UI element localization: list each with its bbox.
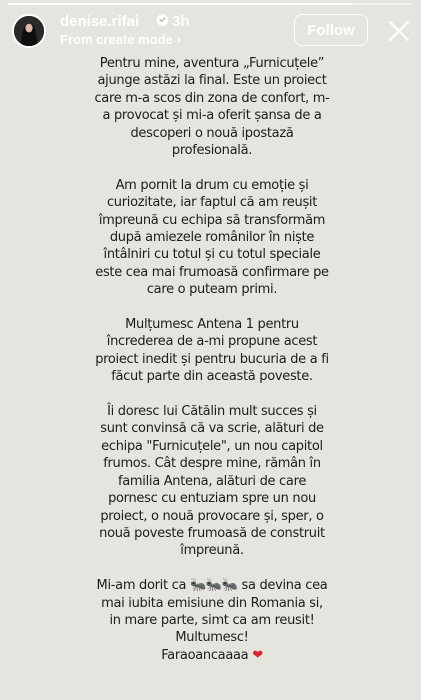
verified-badge-icon (156, 13, 169, 31)
signature-text: Faraoancaaaa (161, 647, 249, 663)
story-progress-bar (8, 3, 413, 5)
create-mode-link[interactable] (60, 32, 181, 47)
story-header (0, 8, 421, 54)
paragraph-3: Mulțumesc Antena 1 pentru încrederea de a-mi propune acest proiect inedit și pentru bucuria de a fi făcut parte din această poveste. (95, 317, 329, 385)
thanks-text: Multumesc! (175, 630, 249, 646)
paragraph-5-start: Mi-am dorit ca (96, 578, 190, 594)
heart-icon: ❤ (252, 647, 263, 663)
paragraph-5 (94, 577, 330, 664)
follow-button[interactable]: Follow (294, 14, 368, 46)
story-progress-fill (8, 3, 352, 5)
paragraph-2: Am pornit la drum cu emoție și curiozitate, iar faptul că am reușit împreună cu echipa să transformăm după amiezele românilor în niște întâlniri cu totul și cu totul speciale este cea mai frumoasă confirmare pe care o puteam primi. (95, 177, 329, 298)
username[interactable]: denise.rifai (60, 13, 140, 30)
paragraph-1: Pentru mine, aventura „Furnicuțele” ajunge astăzi la final. Este un proiect care m-a scos din zona de confort, m-a provocat și mi-a oferit șansa de a descoperi o nouă ipostază profesională. (94, 56, 330, 159)
paragraph-5-end: sa devina cea mai iubita emisiune din Romania si, in mare parte, simt ca am reusit! (101, 578, 328, 628)
avatar-image (14, 16, 44, 46)
avatar[interactable] (12, 14, 46, 48)
close-icon[interactable] (386, 18, 412, 44)
chevron-right-icon: › (176, 32, 182, 47)
ant-emoji-icon: 🐜🐜🐜 (189, 578, 238, 594)
story-text (94, 55, 330, 682)
create-mode-label: From create mode (60, 32, 173, 47)
paragraph-4: Îi doresc lui Cătălin mult succes și sunt convinsă că va scrie, alături de echipa "Furnicuțele", un nou capitol frumos. Cât despre mine, rămân în familia Antena, alături de care pornesc cu entuziam spre un nou proiect, o nouă provocare și, sper, o nouă poveste frumoasă de construit împreună. (99, 404, 325, 559)
post-time: 3h (172, 13, 190, 30)
